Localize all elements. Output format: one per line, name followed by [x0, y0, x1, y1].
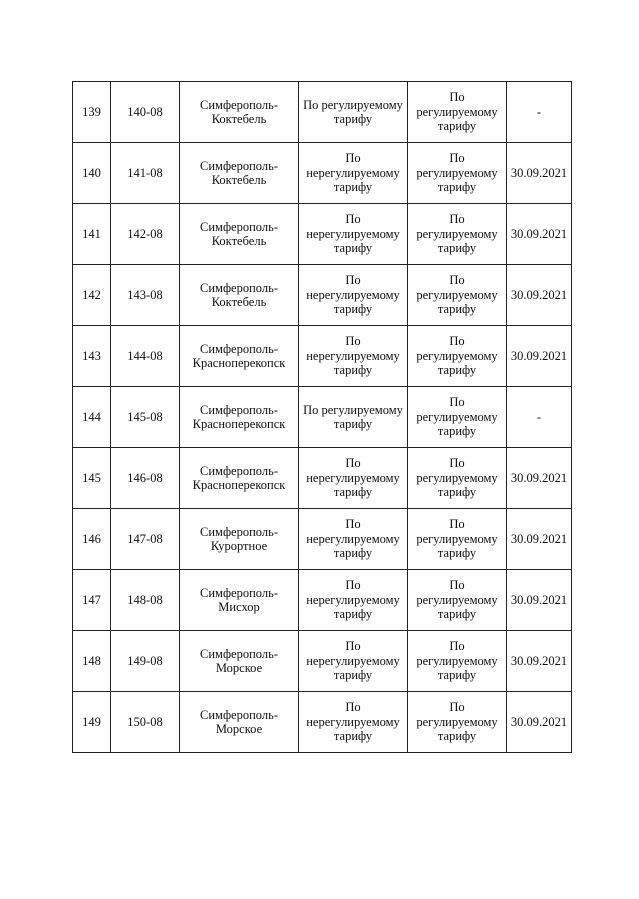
row-number: 143: [82, 348, 101, 363]
new-tariff-type-cell: [408, 692, 507, 753]
change-date-cell: [507, 509, 572, 570]
change-date-cell: [507, 570, 572, 631]
change-date: 30.09.2021: [510, 287, 568, 302]
table-row: [73, 143, 572, 204]
row-number-cell: [73, 204, 111, 265]
change-date: 30.09.2021: [510, 714, 568, 729]
route-name: Симферополь- Морское: [200, 646, 278, 675]
tariff-type: По нерегулируемому тарифу: [306, 456, 400, 500]
tariff-type: По нерегулируемому тарифу: [306, 151, 400, 195]
route-code-cell: [111, 82, 180, 143]
change-date-cell: [507, 204, 572, 265]
row-number-cell: [73, 326, 111, 387]
row-number: 142: [82, 287, 101, 302]
route-code: 147-08: [127, 531, 163, 546]
new-tariff-type-cell: [408, 326, 507, 387]
route-code-cell: [111, 387, 180, 448]
row-number-cell: [73, 448, 111, 509]
route-code-cell: [111, 143, 180, 204]
route-name-cell: [180, 204, 299, 265]
table-row: [73, 509, 572, 570]
row-number-cell: [73, 143, 111, 204]
new-tariff-type: По регулируемому тарифу: [416, 395, 498, 439]
change-date: 30.09.2021: [510, 592, 568, 607]
row-number: 141: [82, 226, 101, 241]
tariff-type-cell: [299, 692, 408, 753]
new-tariff-type-cell: [408, 509, 507, 570]
new-tariff-type-cell: [408, 631, 507, 692]
route-name-cell: [180, 82, 299, 143]
tariff-type-cell: [299, 143, 408, 204]
change-date: -: [536, 409, 542, 424]
change-date-cell: [507, 387, 572, 448]
tariff-type-cell: [299, 82, 408, 143]
new-tariff-type: По регулируемому тарифу: [416, 517, 498, 561]
table-row: [73, 326, 572, 387]
row-number-cell: [73, 387, 111, 448]
tariff-type: По нерегулируемому тарифу: [306, 700, 400, 744]
row-number: 144: [82, 409, 101, 424]
routes-table: [72, 81, 572, 753]
change-date-cell: [507, 692, 572, 753]
route-code: 144-08: [127, 348, 163, 363]
table-row: [73, 631, 572, 692]
route-code-cell: [111, 204, 180, 265]
new-tariff-type: По регулируемому тарифу: [416, 273, 498, 317]
new-tariff-type: По регулируемому тарифу: [416, 639, 498, 683]
route-code: 150-08: [127, 714, 163, 729]
route-name: Симферополь- Коктебель: [200, 219, 278, 248]
row-number: 149: [82, 714, 101, 729]
route-name-cell: [180, 387, 299, 448]
change-date-cell: [507, 631, 572, 692]
new-tariff-type-cell: [408, 204, 507, 265]
change-date: -: [536, 104, 542, 119]
change-date-cell: [507, 143, 572, 204]
route-code: 141-08: [127, 165, 163, 180]
table-row: [73, 692, 572, 753]
route-code: 149-08: [127, 653, 163, 668]
tariff-type: По нерегулируемому тарифу: [306, 578, 400, 622]
tariff-type-cell: [299, 387, 408, 448]
route-code: 145-08: [127, 409, 163, 424]
row-number: 145: [82, 470, 101, 485]
row-number-cell: [73, 509, 111, 570]
route-code: 142-08: [127, 226, 163, 241]
route-name-cell: [180, 326, 299, 387]
tariff-type: По нерегулируемому тарифу: [306, 517, 400, 561]
row-number: 148: [82, 653, 101, 668]
tariff-type: По регулируемому тарифу: [303, 97, 403, 126]
row-number-cell: [73, 82, 111, 143]
route-code: 146-08: [127, 470, 163, 485]
table-row: [73, 82, 572, 143]
tariff-type-cell: [299, 631, 408, 692]
row-number-cell: [73, 692, 111, 753]
new-tariff-type: По регулируемому тарифу: [416, 334, 498, 378]
row-number: 147: [82, 592, 101, 607]
row-number-cell: [73, 570, 111, 631]
route-code: 148-08: [127, 592, 163, 607]
route-name-cell: [180, 143, 299, 204]
new-tariff-type-cell: [408, 265, 507, 326]
route-code-cell: [111, 631, 180, 692]
new-tariff-type: По регулируемому тарифу: [416, 456, 498, 500]
route-name: Симферополь- Красноперекопск: [192, 402, 286, 431]
route-name: Симферополь- Красноперекопск: [192, 341, 286, 370]
change-date-cell: [507, 448, 572, 509]
table-row: [73, 387, 572, 448]
change-date-cell: [507, 82, 572, 143]
route-name: Симферополь- Красноперекопск: [192, 463, 286, 492]
tariff-type-cell: [299, 570, 408, 631]
change-date: 30.09.2021: [510, 226, 568, 241]
new-tariff-type-cell: [408, 387, 507, 448]
change-date: 30.09.2021: [510, 653, 568, 668]
tariff-type-cell: [299, 326, 408, 387]
new-tariff-type-cell: [408, 82, 507, 143]
routes-table-body: [73, 82, 572, 753]
row-number: 139: [82, 104, 101, 119]
tariff-type: По нерегулируемому тарифу: [306, 212, 400, 256]
new-tariff-type-cell: [408, 143, 507, 204]
route-name: Симферополь- Коктебель: [200, 158, 278, 187]
new-tariff-type: По регулируемому тарифу: [416, 90, 498, 134]
tariff-type: По нерегулируемому тарифу: [306, 273, 400, 317]
tariff-type: По регулируемому тарифу: [303, 402, 403, 431]
tariff-type-cell: [299, 204, 408, 265]
route-name: Симферополь- Морское: [200, 707, 278, 736]
row-number-cell: [73, 265, 111, 326]
tariff-type: По нерегулируемому тарифу: [306, 639, 400, 683]
route-code-cell: [111, 692, 180, 753]
route-name: Симферополь- Коктебель: [200, 97, 278, 126]
route-code: 143-08: [127, 287, 163, 302]
route-name-cell: [180, 692, 299, 753]
route-name-cell: [180, 448, 299, 509]
table-row: [73, 265, 572, 326]
route-name-cell: [180, 265, 299, 326]
route-name: Симферополь- Коктебель: [200, 280, 278, 309]
new-tariff-type-cell: [408, 448, 507, 509]
change-date: 30.09.2021: [510, 531, 568, 546]
route-name-cell: [180, 570, 299, 631]
route-code-cell: [111, 326, 180, 387]
route-code: 140-08: [127, 104, 163, 119]
table-row: [73, 570, 572, 631]
change-date: 30.09.2021: [510, 165, 568, 180]
row-number: 140: [82, 165, 101, 180]
new-tariff-type: По регулируемому тарифу: [416, 700, 498, 744]
change-date: 30.09.2021: [510, 348, 568, 363]
new-tariff-type: По регулируемому тарифу: [416, 151, 498, 195]
new-tariff-type: По регулируемому тарифу: [416, 578, 498, 622]
route-name-cell: [180, 509, 299, 570]
tariff-type-cell: [299, 448, 408, 509]
tariff-type-cell: [299, 509, 408, 570]
tariff-type-cell: [299, 265, 408, 326]
row-number-cell: [73, 631, 111, 692]
change-date: 30.09.2021: [510, 470, 568, 485]
table-row: [73, 448, 572, 509]
route-code-cell: [111, 448, 180, 509]
route-name: Симферополь- Курортное: [200, 524, 278, 553]
route-name: Симферополь- Мисхор: [200, 585, 278, 614]
table-row: [73, 204, 572, 265]
new-tariff-type-cell: [408, 570, 507, 631]
route-name-cell: [180, 631, 299, 692]
row-number: 146: [82, 531, 101, 546]
tariff-type: По нерегулируемому тарифу: [306, 334, 400, 378]
new-tariff-type: По регулируемому тарифу: [416, 212, 498, 256]
route-code-cell: [111, 265, 180, 326]
route-code-cell: [111, 509, 180, 570]
change-date-cell: [507, 326, 572, 387]
route-code-cell: [111, 570, 180, 631]
change-date-cell: [507, 265, 572, 326]
